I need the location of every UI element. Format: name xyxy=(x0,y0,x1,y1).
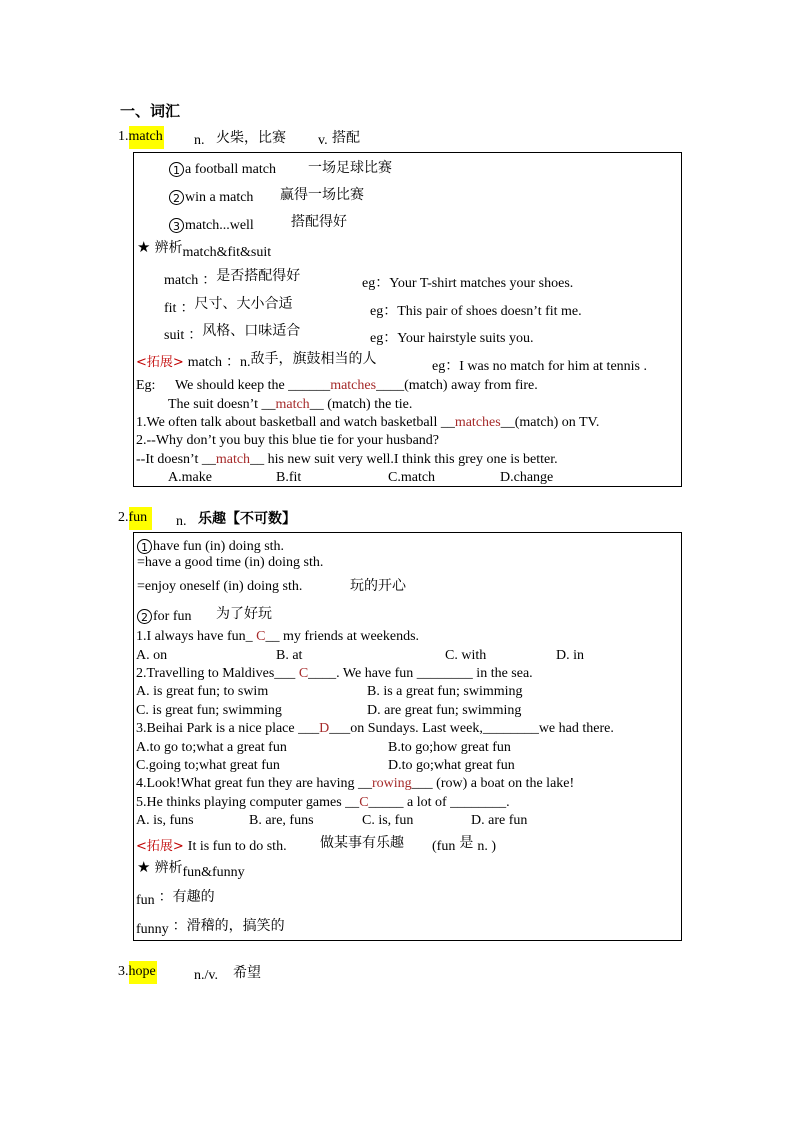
extension-row xyxy=(136,835,287,855)
text: ____(match) away from fire. xyxy=(376,378,538,393)
answer: C xyxy=(298,666,309,681)
analysis-label: 辨析 xyxy=(154,860,183,876)
phrase-2-cn: 赢得一场比赛 xyxy=(280,187,364,203)
analysis-words: fun&funny xyxy=(182,865,245,880)
option: D.to go;what great fun xyxy=(388,758,515,773)
definition-word: fun xyxy=(136,893,155,908)
vocab-word: hope xyxy=(129,961,157,984)
extension-cn: 做某事有乐趣 xyxy=(320,835,404,851)
compare-colon: ： xyxy=(188,327,203,343)
vocab-number: 3. xyxy=(118,964,129,979)
vocab-heading-match xyxy=(118,127,164,145)
extension-row xyxy=(136,351,377,371)
star-icon: ★ xyxy=(137,238,151,256)
extension-eg: eg：I was no match for him at tennis . xyxy=(432,359,648,374)
question-5 xyxy=(136,795,510,811)
text: (fun xyxy=(432,839,456,854)
answer: matches xyxy=(454,415,501,430)
example-2 xyxy=(168,397,412,413)
text: 4.Look!What great fun they are having __ xyxy=(136,776,372,791)
answer: match xyxy=(215,452,251,467)
option: A. is, funs xyxy=(136,813,194,828)
text: 3.Beihai Park is a nice place ___ xyxy=(136,721,320,736)
definition-funny xyxy=(136,918,285,938)
fun-box xyxy=(133,532,682,941)
question-1 xyxy=(136,415,599,431)
compare-word: match xyxy=(164,273,199,288)
phrase-text: a football match xyxy=(185,162,276,177)
option: C.going to;what great fun xyxy=(136,758,280,773)
text: ___ (row) a boat on the lake! xyxy=(411,776,575,791)
option: A. is great fun; to swim xyxy=(136,684,269,699)
definition-cn: ：滑稽的，搞笑的 xyxy=(172,918,285,934)
compare-colon: ： xyxy=(180,300,195,316)
text: The suit doesn’t __ xyxy=(168,397,276,412)
example-1 xyxy=(175,378,538,394)
option: A. on xyxy=(136,648,168,663)
text: __ his new suit very well.I think this grey one is better. xyxy=(250,452,558,467)
circled-number: 1 xyxy=(137,539,152,554)
answer: D xyxy=(319,721,330,736)
phrase-2 xyxy=(169,188,253,206)
extension-label: <拓展> xyxy=(136,839,184,854)
compare-fit xyxy=(164,297,292,317)
option: A.make xyxy=(168,470,212,485)
text: ___on Sundays. Last week,________we had there. xyxy=(329,721,614,736)
circled-number: 3 xyxy=(169,218,184,233)
option: C. is, fun xyxy=(362,813,414,828)
text: 2.Travelling to Maldives___ xyxy=(136,666,299,681)
option: B. is a great fun; swimming xyxy=(367,684,523,699)
pos: n./v. xyxy=(194,968,218,983)
compare-fit-eg: eg：This pair of shoes doesn’t fit me. xyxy=(370,304,582,319)
meaning-noun: 火柴，比赛 xyxy=(216,130,286,146)
text: 1.I always have fun_ xyxy=(136,629,257,644)
text: 5.He thinks playing computer games __ xyxy=(136,795,360,810)
phrase-1-alt-2: =enjoy oneself (in) doing sth. xyxy=(137,579,303,594)
analysis-words: match&fit&suit xyxy=(182,245,272,260)
pos-verb: v. xyxy=(318,133,328,148)
phrase-3 xyxy=(169,216,254,234)
option: B.to go;how great fun xyxy=(388,740,511,755)
phrase-text: have fun (in) doing sth. xyxy=(153,539,285,554)
extension-pos: ：n. xyxy=(226,355,251,370)
vocab-word: fun xyxy=(129,507,153,530)
vocab-heading-hope xyxy=(118,962,157,980)
answer: C xyxy=(359,795,369,810)
match-box xyxy=(133,152,682,487)
compare-cn: 是否搭配得好 xyxy=(216,268,301,284)
pos-noun: n. xyxy=(194,133,205,148)
option: C. is great fun; swimming xyxy=(136,703,282,718)
question-1 xyxy=(136,629,419,645)
definition-word: funny xyxy=(136,922,169,937)
option: B. at xyxy=(276,648,303,663)
compare-colon: ： xyxy=(202,272,217,288)
meaning-verb: 搭配 xyxy=(332,130,360,146)
definition-fun xyxy=(136,889,215,909)
vocab-number: 1. xyxy=(118,129,129,144)
vocab-word: match xyxy=(129,126,164,149)
option: B.fit xyxy=(276,470,302,485)
text: --It doesn’t __ xyxy=(136,452,216,467)
extension-label: <拓展> xyxy=(136,355,184,370)
phrase-text: match...well xyxy=(185,218,254,233)
analysis-row xyxy=(137,857,245,880)
compare-cn: 风格、口味适合 xyxy=(202,323,301,339)
question-2: 2.--Why don’t you buy this blue tie for your husband? xyxy=(136,433,440,448)
analysis-row xyxy=(137,237,272,260)
text: _____ a lot of ________. xyxy=(368,795,510,810)
text: __(match) on TV. xyxy=(500,415,600,430)
phrase-1-cn: 玩的开心 xyxy=(350,578,406,594)
section-title: 一、词汇 xyxy=(120,102,181,120)
circled-number: 1 xyxy=(169,162,184,177)
answer: match xyxy=(275,397,310,412)
extension-cn: 敌手，旗鼓相当的人 xyxy=(250,351,377,367)
option: C.match xyxy=(388,470,436,485)
meaning: 乐趣【不可数】 xyxy=(198,511,296,527)
pos-noun: n. xyxy=(176,514,187,529)
option: B. are, funs xyxy=(249,813,314,828)
answer: matches xyxy=(330,378,377,393)
extension-word: match xyxy=(187,355,223,370)
answer: C xyxy=(256,629,266,644)
phrase-2-cn: 为了好玩 xyxy=(216,606,272,622)
meaning: 希望 xyxy=(233,965,261,981)
circled-number: 2 xyxy=(137,609,152,624)
compare-suit-eg: eg：Your hairstyle suits you. xyxy=(370,331,534,346)
phrase-1 xyxy=(169,160,276,178)
phrase-1-alt-1: =have a good time (in) doing sth. xyxy=(137,555,324,570)
phrase-text: win a match xyxy=(185,190,254,205)
extension-note xyxy=(432,835,496,855)
phrase-2 xyxy=(137,607,192,625)
compare-match xyxy=(164,269,300,289)
compare-match-eg: eg：Your T-shirt matches your shoes. xyxy=(362,276,574,291)
answer: rowing xyxy=(371,776,412,791)
question-3 xyxy=(136,721,614,737)
example-label: Eg: xyxy=(136,378,156,393)
analysis-label: 辨析 xyxy=(154,240,183,256)
phrase-3-cn: 搭配得好 xyxy=(291,214,347,230)
question-2-answer-line xyxy=(136,452,558,468)
text: ____. We have fun ________ in the sea. xyxy=(308,666,533,681)
star-icon: ★ xyxy=(137,858,151,876)
option: C. with xyxy=(445,648,487,663)
compare-word: suit xyxy=(164,328,185,343)
text: 是 xyxy=(459,835,474,851)
option: D.change xyxy=(500,470,554,485)
text: n. ) xyxy=(477,839,496,854)
text: We should keep the ______ xyxy=(175,378,331,393)
question-4 xyxy=(136,776,574,792)
option: D. are fun xyxy=(471,813,528,828)
option: A.to go to;what a great fun xyxy=(136,740,287,755)
text: __ (match) the tie. xyxy=(309,397,413,412)
compare-cn: 尺寸、大小合适 xyxy=(194,296,293,312)
compare-suit xyxy=(164,324,300,344)
definition-cn: ：有趣的 xyxy=(158,889,215,905)
option: D. in xyxy=(556,648,584,663)
text: 1.We often talk about basketball and watch basketball __ xyxy=(136,415,455,430)
compare-word: fit xyxy=(164,301,177,316)
option: D. are great fun; swimming xyxy=(367,703,522,718)
vocab-number: 2. xyxy=(118,510,129,525)
phrase-text: for fun xyxy=(153,609,192,624)
phrase-1-cn: 一场足球比赛 xyxy=(308,160,392,176)
vocab-heading-fun xyxy=(118,508,152,526)
extension-en: It is fun to do sth. xyxy=(187,839,287,854)
question-2 xyxy=(136,666,533,682)
phrase-1 xyxy=(137,537,284,555)
circled-number: 2 xyxy=(169,190,184,205)
text: __ my friends at weekends. xyxy=(265,629,420,644)
